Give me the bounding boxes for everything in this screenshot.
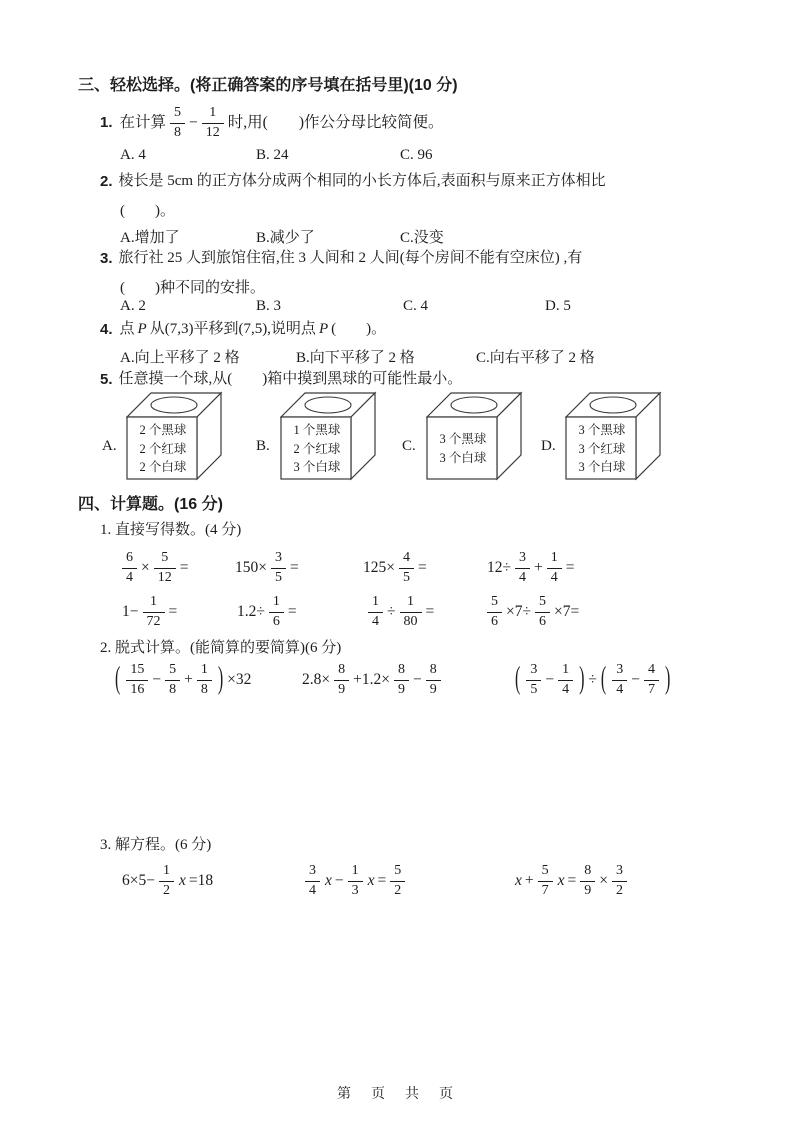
- q1-number: 1.: [100, 114, 113, 132]
- q4-options: [0, 346, 793, 368]
- q4-option-a: A.向上平移了 2 格: [120, 350, 240, 366]
- box-a-contents: 2 个黑球 2 个红球 2 个白球: [139, 422, 187, 475]
- box-a-cube: [126, 390, 226, 482]
- stepwise-calc-row: [0, 655, 793, 705]
- box-d-cube: [565, 390, 665, 482]
- q4-stem-line: [100, 320, 387, 340]
- box-a-label: A.: [102, 438, 117, 454]
- stepwise-expr-1: ( $\frac{15}{16}$ − $\frac{5}{8}$ + $\frac{1}{8}$ ) ×32: [115, 662, 252, 697]
- equation-2: $\frac{3}{4}$ x − $\frac{1}{3}$ x = $\frac{5}{2}$: [302, 858, 408, 904]
- q3-stem-text: 旅行社 25 人到旅馆住宿,住 3 人间和 2 人间(每个房间不能有空床位) ,有: [118, 250, 583, 266]
- q3-option-d: D. 5: [545, 298, 571, 314]
- ball-box-d: [541, 390, 665, 482]
- equation-row: [0, 858, 793, 904]
- direct-expr-4: 12÷ $\frac{3}{4}$ + $\frac{1}{4}$ =: [487, 550, 575, 585]
- q1-stem: 在计算 $\frac{5}{8}$ − $\frac{1}{12}$ 时,用( )作公分母比较简便。: [119, 105, 444, 140]
- q2-stem-line2: ( )。: [120, 203, 175, 219]
- direct-expr-3: 125× $\frac{4}{5}$ =: [363, 550, 427, 585]
- q4-stem: 点 P 从(7,3)平移到(7,5),说明点 P ( )。: [119, 321, 387, 337]
- q5-ball-boxes: [0, 390, 793, 488]
- direct-expr-5: 1− $\frac{1}{72}$ =: [122, 594, 178, 629]
- box-c-label: C.: [402, 438, 416, 454]
- direct-calc-row2: [0, 589, 793, 635]
- stepwise-expr-3: ( $\frac{3}{5}$ − $\frac{1}{4}$ ) ÷ ( $\frac{3}{4}$ − $\frac{4}{7}$ ): [515, 662, 671, 697]
- direct-expr-1: $\frac{6}{4}$ × $\frac{5}{12}$ =: [119, 545, 190, 591]
- box-d-label: D.: [541, 438, 556, 454]
- q5-stem-text: 任意摸一个球,从( )箱中摸到黑球的可能性最小。: [118, 371, 463, 387]
- q1-options: [0, 147, 793, 169]
- direct-expr-8: $\frac{5}{6}$ ×7÷ $\frac{5}{6}$ ×7=: [484, 589, 580, 635]
- q1-stem-line: [100, 101, 444, 145]
- q1-option-c: C. 96: [400, 147, 433, 163]
- q3-number: 3.: [100, 250, 113, 267]
- box-d-contents: 3 个黑球 3 个红球 3 个白球: [578, 422, 626, 475]
- q2-stem-text: 棱长是 5cm 的正方体分成两个相同的小长方体后,表面积与原来正方体相比: [118, 173, 606, 189]
- box-b-label: B.: [256, 438, 270, 454]
- q2-option-a: A.增加了: [120, 230, 180, 246]
- calc-q1-label: 1. 直接写得数。(4 分): [100, 522, 242, 538]
- ball-box-b: [256, 390, 380, 482]
- q2-number: 2.: [100, 173, 113, 190]
- calc-q3-label: 3. 解方程。(6 分): [100, 837, 212, 853]
- section4-title: 四、计算题。(16 分): [78, 496, 223, 513]
- direct-expr-2: 150× $\frac{3}{5}$ =: [235, 550, 299, 585]
- equation-1: 6×5− $\frac{1}{2}$ x =18: [122, 863, 214, 898]
- q3-option-a: A. 2: [120, 298, 146, 314]
- q2-options: [0, 226, 793, 248]
- q1-option-a: A. 4: [120, 147, 146, 163]
- q4-option-c: C.向右平移了 2 格: [476, 350, 595, 366]
- q3-stem-line1: [100, 249, 582, 269]
- ball-box-c: [402, 390, 526, 482]
- q5-stem-line: [100, 370, 462, 390]
- ball-box-a: [102, 390, 226, 482]
- q3-stem-line2: ( )种不同的安排。: [120, 280, 265, 296]
- section3-title: 三、轻松选择。(将正确答案的序号填在括号里)(10 分): [78, 77, 458, 94]
- q2-option-c: C.没变: [400, 230, 444, 246]
- box-b-contents: 1 个黑球 2 个红球 3 个白球: [293, 422, 341, 475]
- q3-option-c: C. 4: [403, 298, 429, 314]
- calc-q2-label: 2. 脱式计算。(能简算的要简算)(6 分): [100, 640, 342, 656]
- direct-expr-6: 1.2÷ $\frac{1}{6}$ =: [237, 594, 297, 629]
- equation-3: x + $\frac{5}{7}$ x = $\frac{8}{9}$ × $\frac{3}{2}$: [513, 858, 630, 904]
- box-b-cube: [280, 390, 380, 482]
- q4-number: 4.: [100, 321, 113, 338]
- q2-stem-line1: [100, 172, 606, 192]
- direct-expr-7: $\frac{1}{4}$ ÷ $\frac{1}{80}$ =: [365, 589, 435, 635]
- box-c-contents: 3 个黑球 3 个白球: [439, 432, 487, 465]
- q5-number: 5.: [100, 371, 113, 388]
- page-footer: 第 页 共 页: [337, 1087, 456, 1102]
- q3-option-b: B. 3: [256, 298, 282, 314]
- q1-option-b: B. 24: [256, 147, 289, 163]
- stepwise-expr-2: 2.8× $\frac{8}{9}$ +1.2× $\frac{8}{9}$ − $\frac{8}{9}$: [301, 655, 444, 705]
- direct-calc-row1: [0, 545, 793, 591]
- q3-options: [0, 298, 793, 320]
- q4-option-b: B.向下平移了 2 格: [296, 350, 415, 366]
- box-c-cube: [426, 390, 526, 482]
- q2-option-b: B.减少了: [256, 230, 315, 246]
